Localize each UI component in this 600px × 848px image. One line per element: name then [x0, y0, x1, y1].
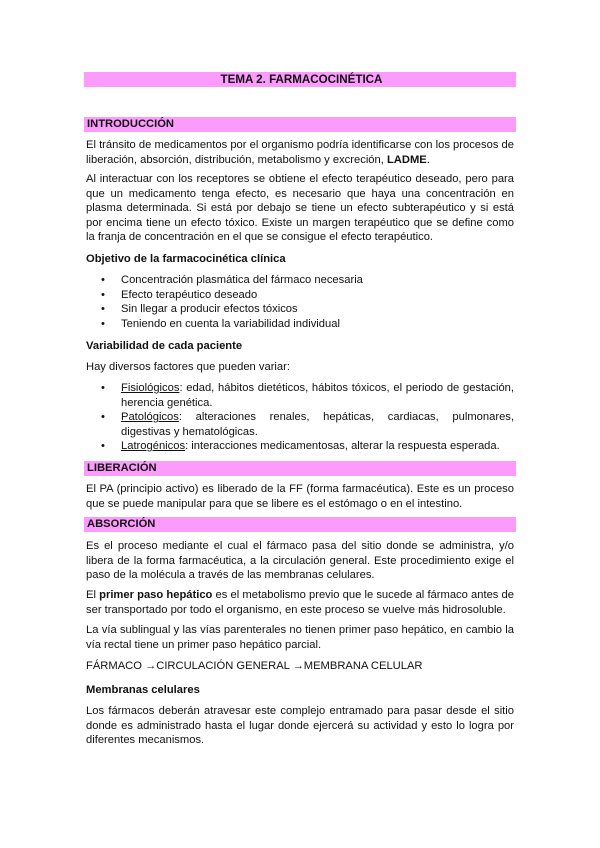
factor-term: Patológicos	[121, 411, 179, 424]
bullet-icon: •	[101, 303, 105, 316]
bullet-icon: •	[101, 382, 105, 394]
absorcion-paragraph-3: La vía sublingual y las vías parenterales no tienen primer paso hepático, en cambio la vía rectal tiene un primer paso hepático parcial.	[86, 624, 514, 651]
absorcion-paragraph-2	[86, 588, 514, 617]
section-label: LIBERACIÓN	[87, 462, 157, 474]
liberacion-paragraph: El PA (principio activo) es liberado de la FF (forma farmacéutica). Este es un proceso que se puede manipular para que se libere es el estómago o en el intestino.	[86, 483, 514, 510]
bullet-icon: •	[101, 274, 105, 286]
page-title	[84, 72, 516, 87]
list-item	[86, 302, 514, 317]
section-header-liberacion	[84, 461, 516, 476]
section-label: INTRODUCCIÓN	[87, 118, 175, 130]
variability-intro: Hay diversos factores que pueden variar:	[86, 361, 290, 373]
flow-line: FÁRMACO →CIRCULACIÓN GENERAL →MEMBRANA CELULAR	[86, 660, 423, 672]
section-header-absorcion	[84, 517, 516, 532]
factor-term: Fisiológicos	[121, 382, 180, 394]
list-item-text: Concentración plasmática del fármaco necesaria	[121, 274, 363, 286]
membranas-heading: Membranas celulares	[86, 684, 200, 696]
section-label: ABSORCIÓN	[87, 518, 156, 530]
title-text: TEMA 2. FARMACOCINÉTICA	[220, 73, 383, 86]
factors-list	[86, 381, 514, 454]
list-item	[86, 410, 514, 439]
intro-paragraph-1	[86, 138, 514, 167]
objectives-list	[86, 273, 514, 331]
bullet-icon: •	[101, 440, 105, 453]
bullet-icon: •	[101, 317, 105, 330]
p2-text: es el metabolismo previo que le sucede al fármaco antes de ser transportado por todo el organismo, en este proceso se vuelve más hidrosoluble.	[86, 589, 514, 616]
p2-pre: El	[86, 589, 100, 601]
intro-p1-text: El tránsito de medicamentos por el organismo podría identificarse con los procesos de liberación, absorción, distribución, metabolismo y excreción,	[86, 139, 514, 166]
primer-paso-term: primer paso hepático	[99, 589, 213, 601]
bullet-icon: •	[101, 411, 105, 424]
intro-p1-end: .	[426, 153, 430, 166]
bullet-icon: •	[101, 288, 105, 301]
ladme-term: LADME	[386, 153, 427, 166]
list-item	[86, 381, 514, 410]
factor-term: Latrogénicos	[121, 440, 186, 453]
list-item	[86, 439, 514, 454]
objective-heading: Objetivo de la farmacocinética clínica	[86, 253, 286, 265]
list-item	[86, 288, 514, 303]
absorcion-paragraph-4: Los fármacos deberán atravesar este complejo entramado para pasar desde el sitio donde es administrado hasta el lugar donde ejercerá su actividad y esto lo logra por diferentes mecanismos.	[86, 705, 514, 747]
list-item-text: Sin llegar a producir efectos tóxicos	[121, 303, 298, 316]
list-item	[86, 317, 514, 332]
section-header-introduccion	[84, 117, 516, 132]
absorcion-paragraph-1: Es el proceso mediante el cual el fármaco pasa del sitio donde se administra, y/o libera de la forma farmacéutica, a la circulación general. Este procedimiento exige el paso de la molécula a través de las membranas celulares.	[86, 540, 514, 582]
list-item-text: Efecto terapéutico deseado	[121, 288, 258, 301]
intro-paragraph-2: Al interactuar con los receptores se obtiene el efecto terapéutico deseado, pero para que un medicamento tenga efecto, es necesario que haya una concentración en plasma determinada. Si está por debajo se tiene un efecto subterapéutico y si está por encima tiene un efecto tóxico. Existe un margen terapéutico que se define como la franja de concentración en el que se consigue el efecto terapéutico.	[86, 173, 514, 244]
variability-heading: Variabilidad de cada paciente	[86, 340, 243, 352]
list-item-text: Teniendo en cuenta la variabilidad individual	[121, 317, 340, 330]
factor-text: : interacciones medicamentosas, alterar la respuesta esperada.	[185, 440, 500, 453]
factor-text: : edad, hábitos dietéticos, hábitos tóxicos, el periodo de gestación, herencia genética.	[121, 382, 514, 409]
factor-text: : alteraciones renales, hepáticas, cardiacas, pulmonares, digestivas y hematológicas.	[121, 411, 514, 438]
list-item	[86, 273, 514, 288]
